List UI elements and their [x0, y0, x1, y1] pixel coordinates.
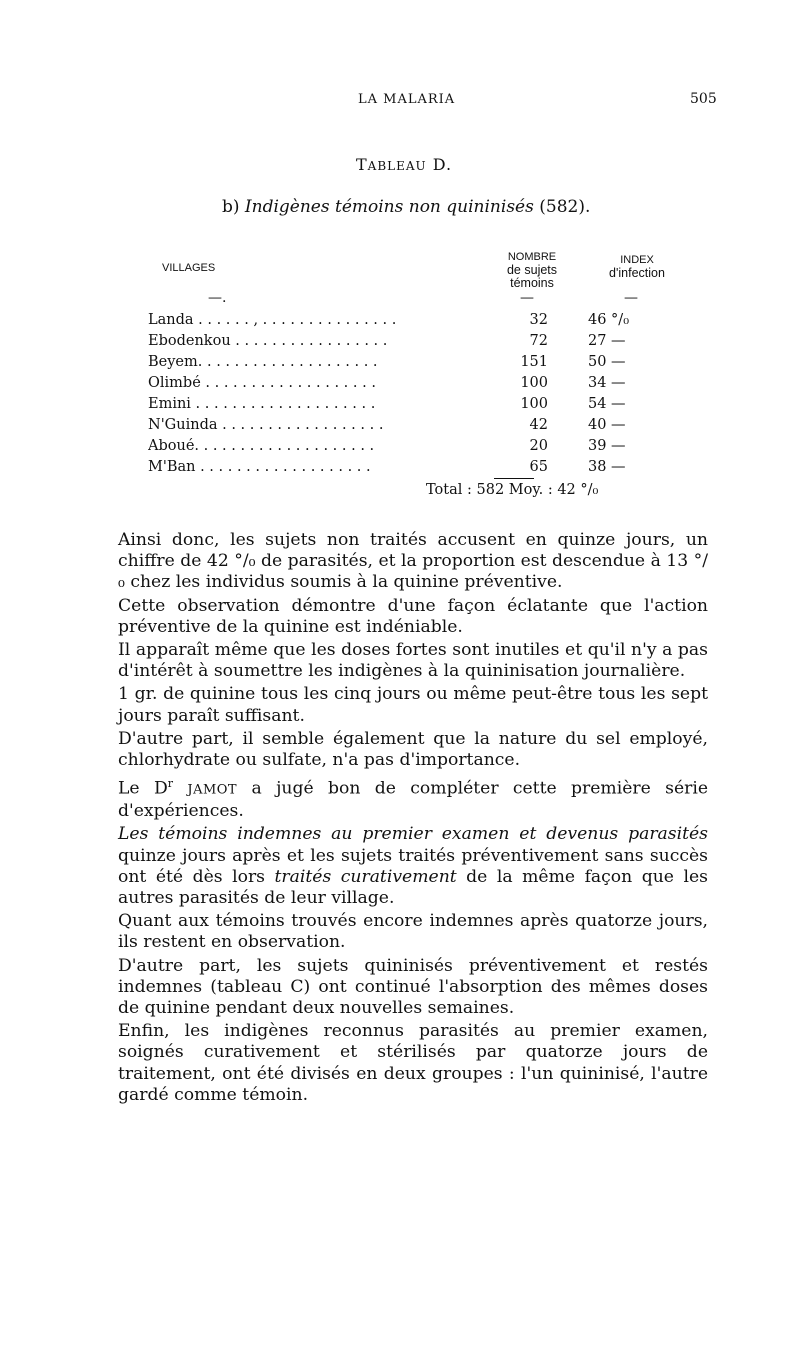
index-value: 27 — [588, 333, 626, 349]
village-name: Olimbé . . . . . . . . . . . . . . . . . . . [148, 375, 376, 391]
table-row [148, 354, 668, 375]
table-row [148, 417, 668, 438]
total-line: Total : 582 Moy. : 42 °/₀ [426, 482, 599, 498]
superscript: r [167, 777, 173, 791]
body-text [118, 530, 708, 1108]
column-header-nombre [492, 251, 572, 290]
paragraph [118, 824, 708, 909]
nombre-value: 151 [520, 354, 548, 370]
table-label-initial: T [356, 155, 368, 174]
paragraph: Quant aux témoins trouvés encore indemnes après quatorze jours, ils restent en observation. [118, 911, 708, 953]
dash-index: — [624, 290, 638, 306]
column-header-nombre-line3: témoins [510, 276, 554, 290]
village-name: Aboué. . . . . . . . . . . . . . . . . . . . [148, 438, 375, 454]
table-row [148, 459, 668, 480]
village-name: Beyem. . . . . . . . . . . . . . . . . . . . [148, 354, 378, 370]
paragraph: D'autre part, il semble également que la nature du sel employé, chlorhydrate ou sulfate, n'a pas d'importance. [118, 728, 708, 771]
column-header-index [596, 251, 678, 280]
paragraph: Ainsi donc, les sujets non traités accusent en quinze jours, un chiffre de 42 °/₀ de parasités, et la proportion est descendue à 13 °/₀ chez les individus soumis à la quinine préventive. [118, 530, 708, 593]
table-label [356, 155, 452, 174]
table-label-rest: ABLEAU [367, 159, 427, 173]
dash-village: —. [208, 290, 227, 306]
table-subtitle [222, 197, 590, 217]
nombre-value: 65 [529, 459, 548, 475]
index-value: 54 — [588, 396, 626, 412]
index-value: 40 — [588, 417, 626, 433]
table-row [148, 438, 668, 459]
table-row [148, 333, 668, 354]
village-name: Landa . . . . . . , . . . . . . . . . . . . . . . [148, 312, 397, 328]
column-header-nombre-line1: NOMBRE [507, 251, 557, 263]
nombre-value: 32 [529, 312, 548, 328]
paragraph: Il apparaît même que les doses fortes sont inutiles et qu'il n'y a pas d'intérêt à soumettre les indigènes à la quininisation journalière. [118, 640, 708, 682]
village-name: Ebodenkou . . . . . . . . . . . . . . . . . [148, 333, 388, 349]
paragraph: D'autre part, les sujets quininisés préventivement et restés indemnes (tableau C) ont continué l'absorption des mêmes doses de quinine pendant deux nouvelles semaines. [118, 955, 708, 1018]
italic-phrase: traités curativement [274, 866, 457, 887]
index-value: 38 — [588, 459, 626, 475]
nombre-value: 20 [529, 438, 548, 454]
paragraph: Enfin, les indigènes reconnus parasités au premier examen, soignés curativement et stérilisés par quatorze jours de traitement, ont été divisés en deux groupes : l'un quininisé, l'autre gardé comme témoin. [118, 1021, 708, 1105]
nombre-value: 100 [520, 375, 548, 391]
author-name: JAMOT [187, 782, 238, 798]
subtitle-prefix: b) [222, 197, 245, 217]
nombre-value: 72 [529, 333, 548, 349]
nombre-value: 42 [529, 417, 548, 433]
total-rule [494, 478, 534, 479]
paragraph-part: quinze jours après et les sujets traités préventivement sans succès ont été dès lors [118, 845, 708, 887]
paragraph-part: a jugé bon de compléter cette première série d'expériences. [118, 778, 708, 822]
italic-phrase: Les témoins indemnes au premier examen et devenus parasités [118, 824, 708, 845]
table-row [148, 396, 668, 417]
nombre-value: 100 [520, 396, 548, 412]
paragraph: 1 gr. de quinine tous les cinq jours ou même peut-être tous les sept jours paraît suffisant. [118, 684, 708, 726]
subtitle-suffix: (582). [533, 197, 591, 217]
index-value: 46 °/₀ [588, 312, 630, 328]
table-label-letter: D. [432, 155, 453, 174]
paragraph [118, 773, 708, 822]
running-header-title: LA MALARIA [358, 92, 456, 107]
index-value: 39 — [588, 438, 626, 454]
dash-nombre: — [520, 290, 534, 306]
village-name: M'Ban . . . . . . . . . . . . . . . . . . . [148, 459, 371, 475]
page-number: 505 [690, 91, 717, 107]
column-header-index-line1: INDEX [620, 254, 654, 266]
index-value: 50 — [588, 354, 626, 370]
table-row [148, 312, 668, 333]
column-header-villages: VILLAGES [162, 262, 216, 274]
column-header-index-line2: d'infection [609, 266, 665, 280]
paragraph: Cette observation démontre d'une façon éclatante que l'action préventive de la quinine est indéniable. [118, 595, 708, 637]
paragraph-part: Le D [118, 778, 168, 799]
index-value: 34 — [588, 375, 626, 391]
table-row [148, 375, 668, 396]
village-name: Emini . . . . . . . . . . . . . . . . . . . . [148, 396, 376, 412]
paragraph-part: de la même façon que les autres parasités de leur village. [118, 866, 708, 908]
village-name: N'Guinda . . . . . . . . . . . . . . . . . . [148, 417, 384, 433]
subtitle-italic: Indigènes témoins non quininisés [244, 197, 534, 217]
column-header-nombre-line2: de sujets [506, 263, 558, 277]
